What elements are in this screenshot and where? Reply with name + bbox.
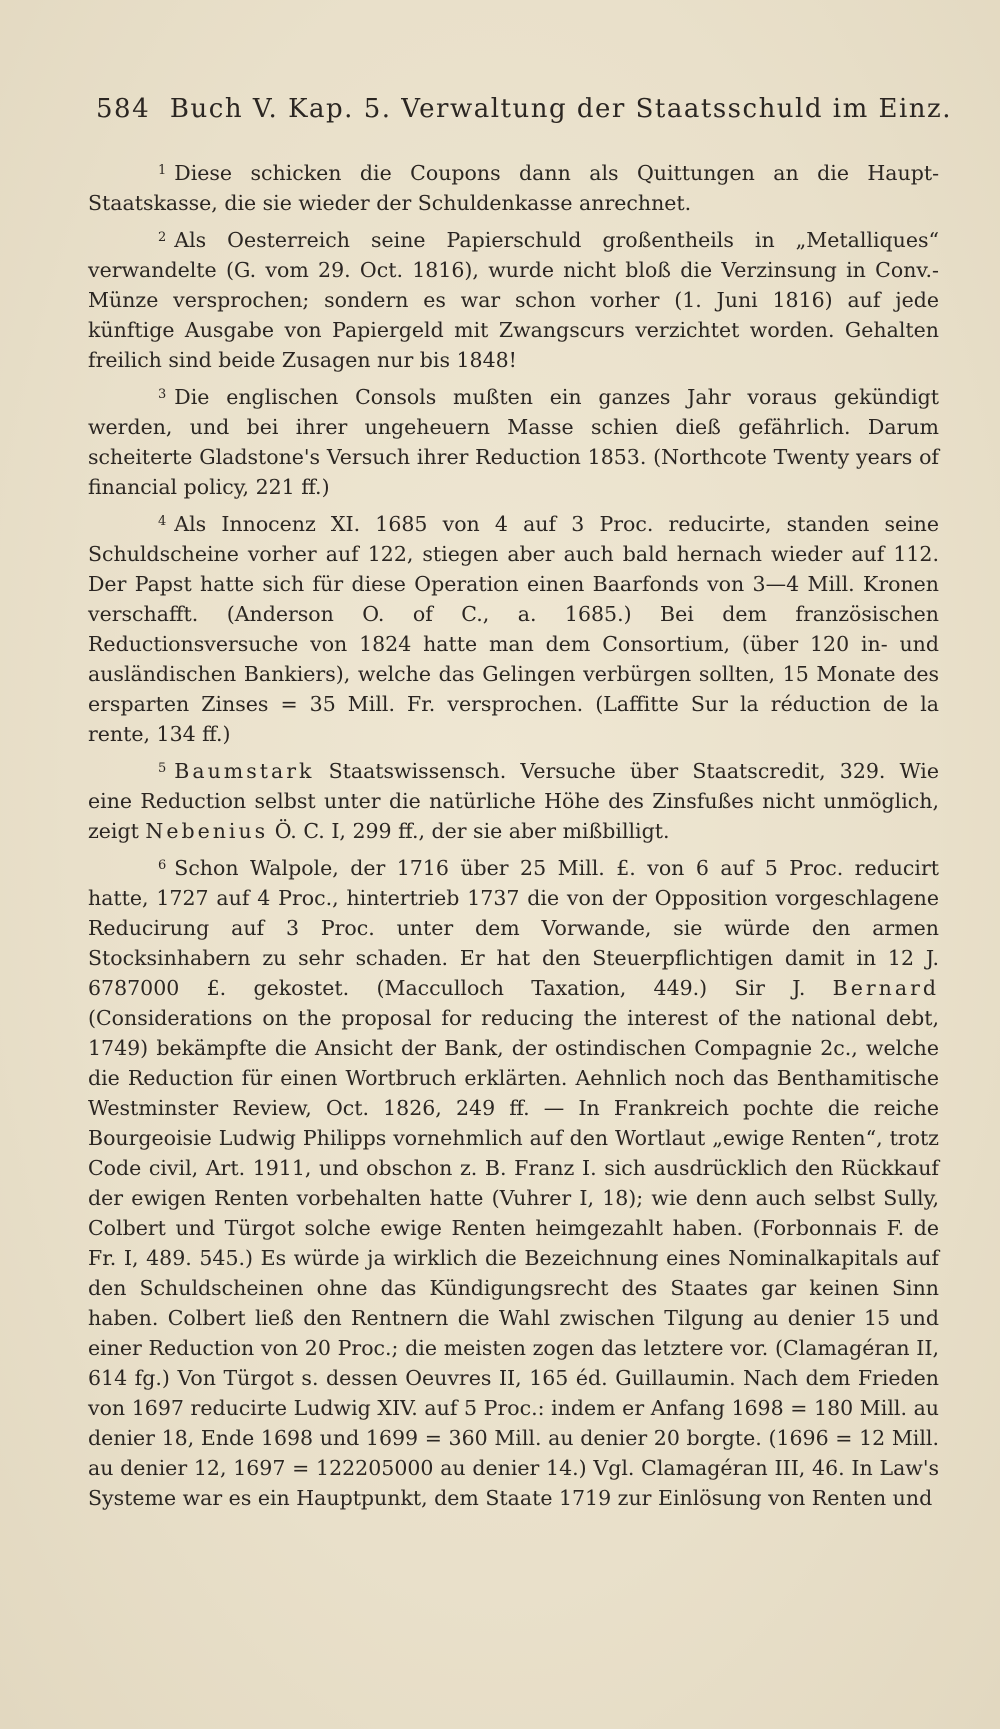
footnote-text: Ö. C. I, 299 ff., der sie aber mißbilligt.: [268, 819, 670, 843]
running-title: Buch V. Kap. 5. Verwaltung der Staatsschuld im Einz.: [169, 94, 953, 124]
footnote-text: Staatswissensch. Versuche über Staatscredit, 329. Wie eine Reduction selbst unter die natürliche Höhe des Zinsfußes nicht unmöglich, zeigt: [88, 759, 939, 843]
footnote-text: Die englischen Consols mußten ein ganzes Jahr voraus gekündigt werden, und bei ihrer ungeheuern Masse schien dieß gefährlich. Darum scheiterte Gladstone's Versuch ihrer Reduction 1853. (Northcote Twenty years of financial policy, 221 ff.): [88, 385, 939, 499]
footnote-marker: 6: [158, 858, 167, 873]
footnote-4: [88, 507, 939, 749]
author-name: Baumstark: [174, 759, 315, 783]
footnote-text: Diese schicken die Coupons dann als Quittungen an die Haupt-Staatskasse, die sie wieder der Schuldenkasse anrechnet.: [88, 161, 939, 215]
footnote-text: Als Innocenz XI. 1685 von 4 auf 3 Proc. reducirte, standen seine Schuldscheine vorher auf 122, stiegen aber auch bald hernach wieder auf 112. Der Papst hatte sich für diese Operation einen Baarfonds von 3—4 Mill. Kronen verschafft. (Anderson O. of C., a. 1685.) Bei dem französischen Reductionsversuche von 1824 hatte man dem Consortium, (über 120 in- und ausländischen Bankiers), welche das Gelingen verbürgen sollten, 15 Monate des ersparten Zinses = 35 Mill. Fr. versprochen. (Laffitte Sur la réduction de la rente, 134 ff.): [88, 512, 939, 746]
footnote-marker: 4: [158, 514, 167, 529]
footnote-text: Schon Walpole, der 1716 über 25 Mill. £. von 6 auf 5 Proc. reducirt hatte, 1727 auf 4 Proc., hintertrieb 1737 die von der Opposition vorgeschlagene Reducirung auf 3 Proc. unter dem Vorwande, sie würde den armen Stocksinhabern zu sehr schaden. Er hat den Steuerpflichtigen damit in 12 J. 6787000 £. gekostet. (Macculloch Taxation, 449.) Sir J.: [88, 856, 939, 1000]
footnote-marker: 3: [158, 387, 167, 402]
footnote-text: (Considerations on the proposal for reducing the interest of the national debt, 1749) bekämpfte die Ansicht der Bank, der ostindischen Compagnie 2c., welche die Reduction für einen Wortbruch erklärten. Aehnlich noch das Benthamitische Westminster Review, Oct. 1826, 249 ff. — In Frankreich pochte die reiche Bourgeoisie Ludwig Philipps vornehmlich auf den Wortlaut „ewige Renten“, trotz Code civil, Art. 1911, und obschon z. B. Franz I. sich ausdrücklich den Rückkauf der ewigen Renten vorbehalten hatte (Vuhrer I, 18); wie denn auch selbst Sully, Colbert und Türgot solche ewige Renten heimgezahlt haben. (Forbonnais F. de Fr. I, 489. 545.) Es würde ja wirklich die Bezeichnung eines Nominalkapitals auf den Schuldscheinen ohne das Kündigungsrecht des Staates gar keinen Sinn haben. Colbert ließ den Rentnern die Wahl zwischen Tilgung au denier 15 und einer Reduction von 20 Proc.; die meisten zogen das letztere vor. (Clamagéran II, 614 fg.) Von Türgot s. dessen Oeuvres II, 165 éd. Guillaumin. Nach dem Frieden von 1697 reducirte Ludwig XIV. auf 5 Proc.: indem er Anfang 1698 = 180 Mill. au denier 18, Ende 1698 und 1699 = 360 Mill. au denier 20 borgte. (1696 = 12 Mill. au denier 12, 1697 = 122205000 au denier 14.) Vgl. Clamagéran III, 46. In Law's Systeme war es ein Hauptpunkt, dem Staate 1719 zur Einlösung von Renten und: [88, 1006, 939, 1510]
page-number: 584: [96, 94, 151, 124]
footnote-text: Als Oesterreich seine Papierschuld großentheils in „Metalliques“ verwandelte (G. vom 29. Oct. 1816), wurde nicht bloß die Verzinsung in Conv.-Münze versprochen; sondern es war schon vorher (1. Juni 1816) auf jede künftige Ausgabe von Papiergeld mit Zwangscurs verzichtet worden. Gehalten freilich sind beide Zusagen nur bis 1848!: [88, 228, 939, 372]
footnote-5: [88, 754, 939, 846]
footnote-marker: 2: [158, 230, 167, 245]
footnote-3: [88, 380, 939, 502]
footnote-2: [88, 223, 939, 375]
footnote-1: [88, 156, 939, 218]
running-header: [96, 94, 953, 124]
footnote-6: [88, 851, 939, 1513]
author-name: Bernard: [832, 976, 939, 1000]
footnote-marker: 1: [158, 163, 167, 178]
footnotes: [88, 156, 939, 1518]
footnote-marker: 5: [158, 761, 167, 776]
author-name: Nebenius: [145, 819, 269, 843]
